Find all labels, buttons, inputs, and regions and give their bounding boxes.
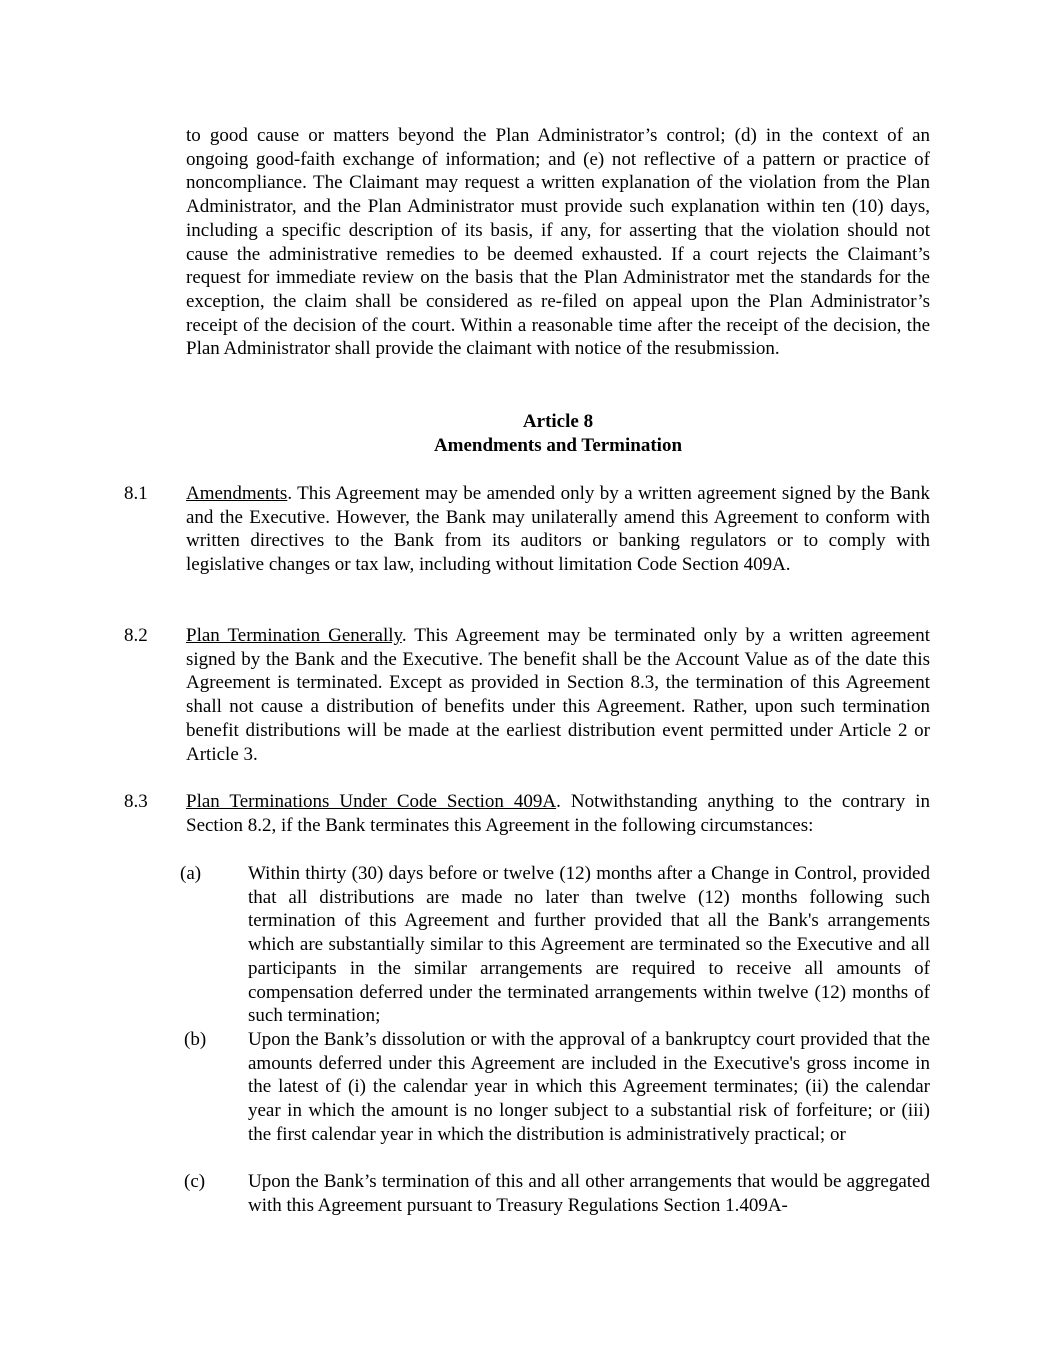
intro-paragraph: to good cause or matters beyond the Plan Administrator’s control; (d) in the context of an ongoing good-faith exchange of information; and (e) not reflective of a pattern or practice of noncompliance. The Claimant may request a written explanation of the violation from the Plan Administrator, and the Plan Administrator must provide such explanation within ten (10) days, including a specific description of its basis, if any, for asserting that the violation should not cause the administrative remedies to be deemed exhausted. If a court rejects the Claimant’s request for immediate review on the basis that the Plan Administrator met the standards for the exception, the claim shall be considered as re-filed on appeal upon the Plan Administrator’s receipt of the decision of the court. Within a reasonable time after the receipt of the decision, the Plan Administrator shall provide the claimant with notice of the resubmission. [186, 125, 930, 360]
subsection-a [180, 862, 930, 1028]
section-number: 8.3 [124, 791, 148, 812]
section-body [186, 482, 930, 577]
subsection-c [180, 1170, 930, 1217]
section-8-3 [124, 790, 930, 837]
article-title: Amendments and Termination [433, 434, 683, 456]
section-body [186, 624, 930, 766]
section-number: 8.1 [124, 483, 148, 504]
subsection-text: Upon the Bank’s dissolution or with the approval of a bankruptcy court provided that the amounts deferred under this Agreement are included in the Executive's gross income in the latest of (i) the calendar year in which this Agreement terminates; (ii) the calendar year in which the amount is no longer subject to a substantial risk of forfeiture; or (iii) the first calendar year in which the distribution is administratively practical; or [248, 1029, 930, 1145]
section-heading: Amendments [186, 483, 288, 504]
section-number: 8.2 [124, 625, 148, 646]
subsection-label: (a) [180, 863, 202, 884]
subsection-label: (c) [184, 1171, 206, 1192]
section-text: . Notwithstanding anything to the contrary in Section 8.2, if the Bank terminates this Agreement in the following circumstances: [186, 791, 930, 836]
section-8-1 [124, 482, 930, 577]
subsection-text: Upon the Bank’s termination of this and all other arrangements that would be aggregated with this Agreement pursuant to Treasury Regulations Section 1.409A- [248, 1171, 930, 1216]
article-heading [186, 410, 930, 457]
section-text: . This Agreement may be amended only by a written agreement signed by the Bank and the Executive. However, the Bank may unilaterally amend this Agreement to conform with written directives to the Bank from its auditors or banking regulators or to comply with legislative changes or tax law, including without limitation Code Section 409A. [186, 483, 930, 576]
section-body [186, 790, 930, 837]
subsection-text: Within thirty (30) days before or twelve (12) months after a Change in Control, provided that all distributions are made no later than twelve (12) months following such termination of this Agreement and further provided that all the Bank's arrangements which are substantially similar to this Agreement are terminated so the Executive and all participants in the similar arrangements are required to receive all amounts of compensation deferred under the terminated arrangements within twelve (12) months of such termination; [248, 863, 930, 1027]
subsection-b [180, 1028, 930, 1147]
section-8-2 [124, 624, 930, 766]
section-text: . This Agreement may be terminated only by a written agreement signed by the Bank and the Executive. The benefit shall be the Account Value as of the date this Agreement is terminated. Except as provided in Section 8.3, the termination of this Agreement shall not cause a distribution of benefits under this Agreement. Rather, upon such termination benefit distributions will be made at the earliest distribution event permitted under Article 2 or Article 3. [186, 625, 931, 765]
article-number: Article 8 [522, 411, 594, 432]
section-heading: Plan Terminations Under Code Section 409A [186, 791, 557, 812]
section-heading: Plan Termination Generally [186, 625, 402, 646]
subsection-label: (b) [184, 1029, 207, 1050]
